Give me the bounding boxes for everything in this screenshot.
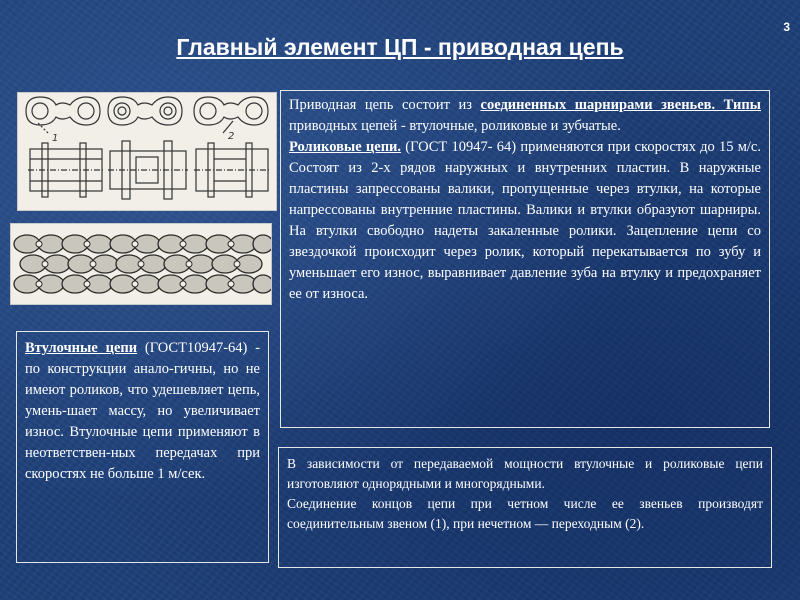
bushing-paragraph xyxy=(25,338,260,485)
roller-paragraph xyxy=(289,137,761,305)
intro-text-2: приводных цепей - втулочные, роликовые и зубчатые. xyxy=(289,118,621,134)
drawing-label-1: 1 xyxy=(52,133,59,144)
roller-chain-description-box xyxy=(280,90,770,428)
bushing-heading: Втулочные цепи xyxy=(25,340,138,356)
roller-text: (ГОСТ 10947- 64) применяются при скоростях до 15 м/с. Состоят из 2-х рядов наружных и внутренних пластин. В наружные пластины запрессованы валики, пропущенные через втулки, на которые напрессованы внутренние пластины. Валики и втулки образуют шарниры. На втулки свободно надеты закаленные ролики. Зацепление цепи со звездочкой происходит через ролик, который перекатывается по зубу и уменьшает его износ, выравнивает давление зуба на втулку и предохраняет ее от износа. xyxy=(289,139,761,302)
drawing-label-2: 2 xyxy=(228,131,235,142)
chain-photo-drawing xyxy=(11,224,271,304)
intro-text-1: Приводная цепь состоит из xyxy=(289,97,481,113)
bushing-chain-description-box xyxy=(16,331,269,563)
bushing-text: (ГОСТ10947-64) - по конструкции анало-гичны, но не имеют роликов, что удешевляет цепь, умень-шает массу, но увеличивает износ. Втулочные цепи применяют в неответствен-ных передачах при скоростях не больше 1 м/сек. xyxy=(25,340,260,482)
slide-title: Главный элемент ЦП - приводная цепь xyxy=(176,34,624,60)
rows-paragraph: В зависимости от передаваемой мощности втулочные и роликовые цепи изготовляют однорядными и многорядными. xyxy=(287,456,763,491)
slide-number: 3 xyxy=(783,20,790,34)
connection-paragraph: Соединение концов цепи при четном числе ее звеньев производят соединительным звеном (1), при нечетном — переходным (2). xyxy=(287,496,763,531)
chain-drawing-figure xyxy=(17,92,277,211)
chain-rows-connection-box xyxy=(278,447,772,568)
chain-photo-figure xyxy=(10,223,272,305)
intro-underlined-text: соединенных шарнирами звеньев. Типы xyxy=(480,97,761,113)
intro-paragraph xyxy=(289,95,761,137)
roller-heading: Роликовые цепи. xyxy=(289,139,402,155)
chain-links-drawing xyxy=(18,93,276,210)
